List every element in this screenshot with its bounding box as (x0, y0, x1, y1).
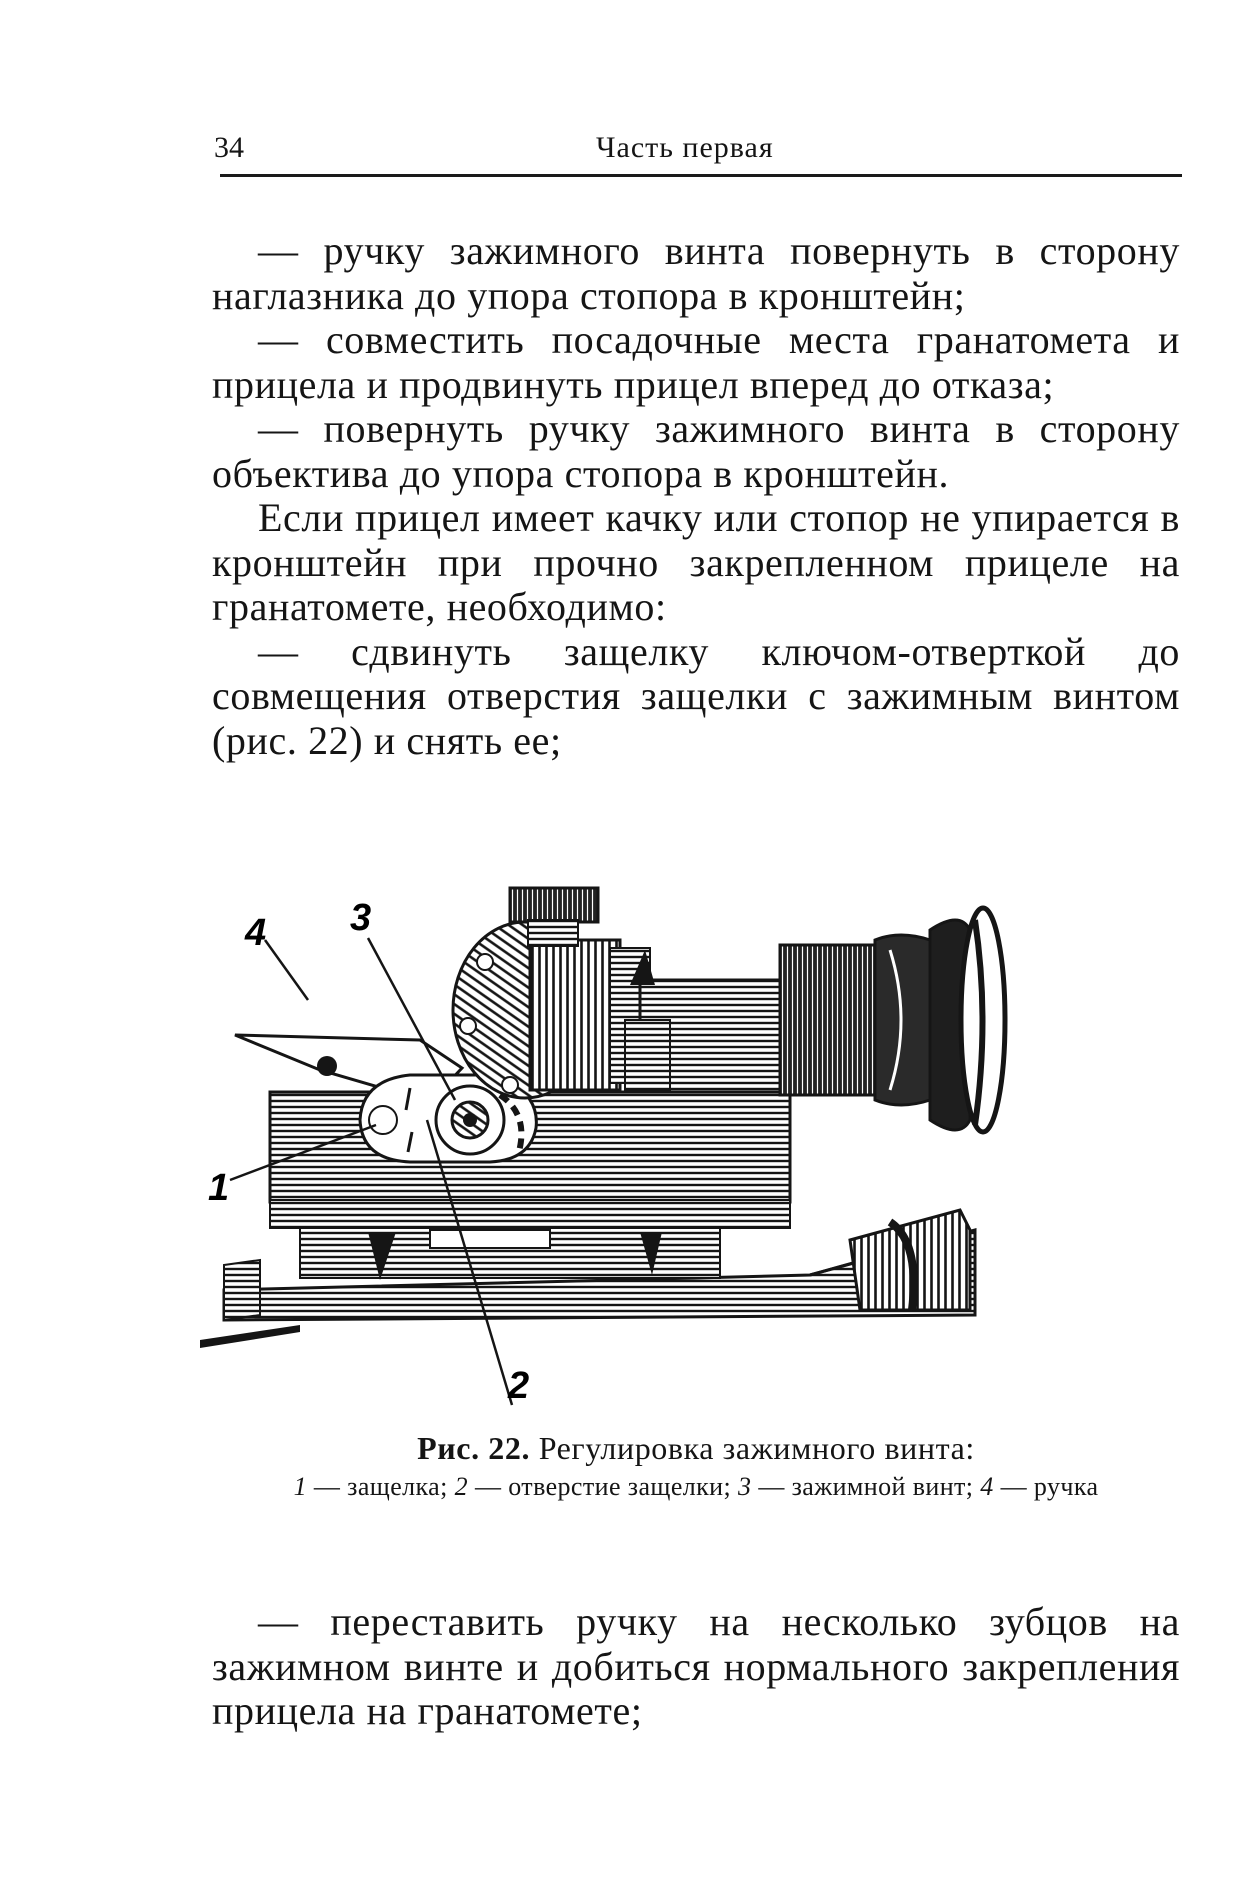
legend-text: — зажимной винт; (758, 1472, 974, 1501)
paragraph: — повернуть ручку зажимного винта в сторону объектива до упора стопора в кронштейн. (212, 406, 1180, 496)
figure-caption-title (212, 1428, 1180, 1468)
running-head: Часть первая (596, 131, 774, 164)
figure-title: Регулировка зажимного винта: (538, 1430, 975, 1466)
paragraph: — переставить ручку на несколько зубцов на зажимном винте и добиться нормального закрепления прицела на гранатомете; (212, 1599, 1180, 1733)
legend-number: 3 (738, 1472, 752, 1501)
page-number: 34 (214, 131, 244, 164)
figure-label-2: 2 (508, 1365, 530, 1407)
legend-text: — ручка (1000, 1472, 1099, 1501)
legend-number: 1 (293, 1472, 307, 1501)
sight-mount-drawing (200, 870, 1170, 1410)
page-header (214, 128, 1182, 172)
header-rule (220, 174, 1182, 177)
text-block-bottom (212, 1600, 1180, 1734)
paragraph: — совместить посадочные места гранатомета и прицела и продвинуть прицел вперед до отказа; (212, 317, 1180, 407)
figure-illustration (200, 870, 1170, 1410)
figure-legend (212, 1472, 1180, 1502)
text-block-top (212, 229, 1180, 763)
legend-number: 4 (980, 1472, 994, 1501)
figure-label-4: 4 (245, 912, 267, 954)
legend-text: — защелка; (313, 1472, 448, 1501)
paragraph: — сдвинуть защелку ключом-отверткой до совмещения отверстия защелки с зажимным винтом (рис. 22) и снять ее; (212, 628, 1180, 763)
figure-label-3: 3 (350, 897, 372, 939)
paragraph: Если прицел имеет качку или стопор не упирается в кронштейн при прочно закрепленном прицеле на гранатомете, необходимо: (212, 495, 1180, 629)
legend-number: 2 (454, 1472, 469, 1501)
paragraph: — ручку зажимного винта повернуть в сторону наглазника до упора стопора в кронштейн; (212, 228, 1180, 318)
legend-text: — отверстие защелки; (474, 1472, 732, 1501)
figure-number: Рис. 22. (417, 1430, 531, 1466)
figure-label-1: 1 (208, 1167, 230, 1209)
